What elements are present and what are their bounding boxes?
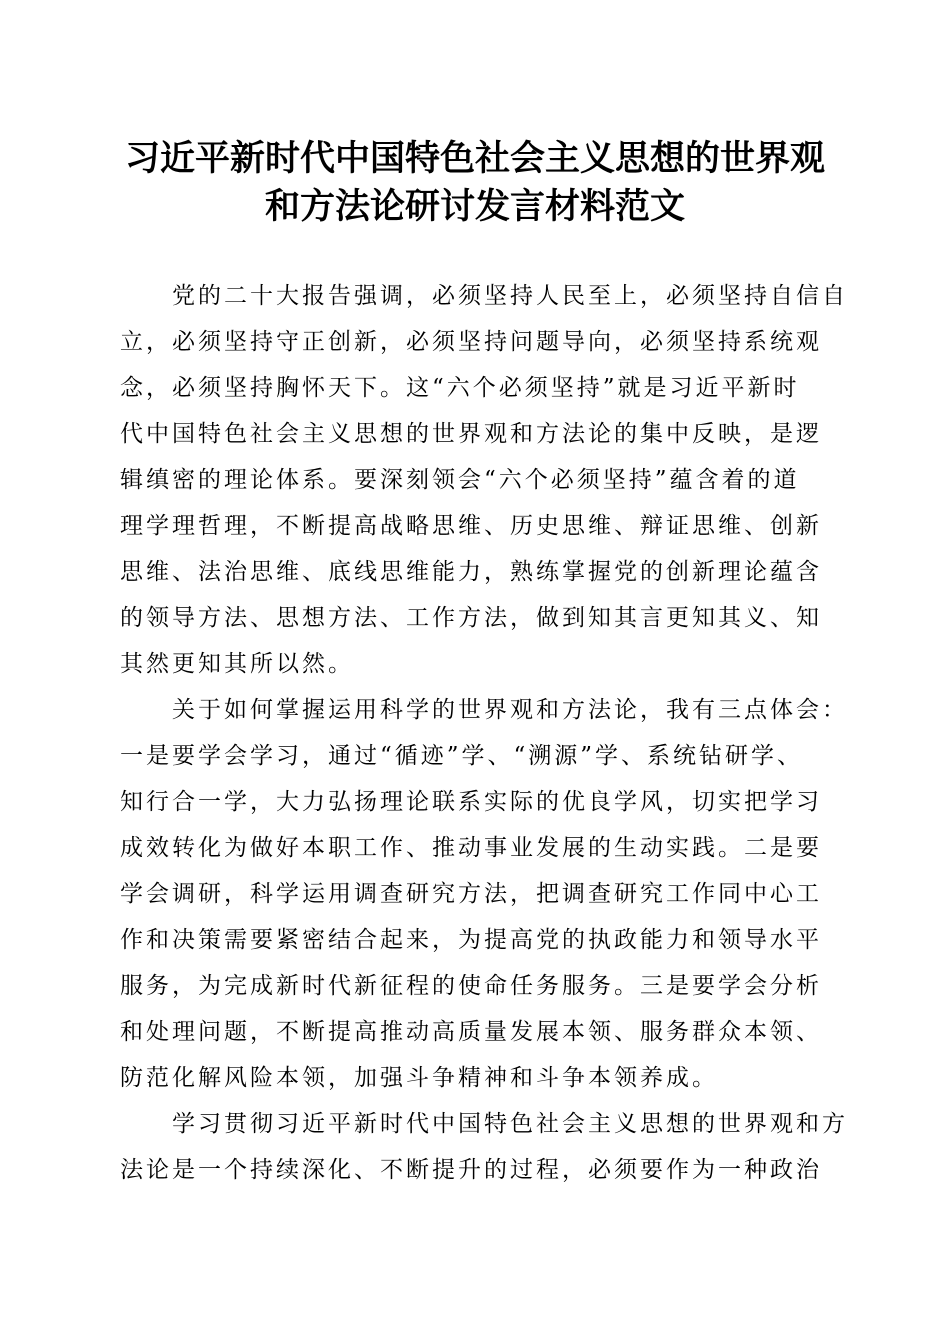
text-line: 成效转化为做好本职工作、推动事业发展的生动实践。二是要 bbox=[120, 835, 822, 861]
document-body bbox=[120, 273, 848, 1193]
text-line: 理学理哲理，不断提高战略思维、历史思维、辩证思维、创新 bbox=[120, 513, 822, 539]
text-line: 作和决策需要紧密结合起来，为提高党的执政能力和领导水平 bbox=[120, 927, 822, 953]
text-line: 关于如何掌握运用科学的世界观和方法论，我有三点体会： bbox=[120, 697, 848, 723]
text-line: 和处理问题，不断提高推动高质量发展本领、服务群众本领、 bbox=[120, 1019, 822, 1045]
text-line: 学会调研，科学运用调查研究方法，把调查研究工作同中心工 bbox=[120, 881, 822, 907]
title-line: 习近平新时代中国特色社会主义思想的世界观 bbox=[124, 138, 825, 179]
text-line: 防范化解风险本领，加强斗争精神和斗争本领养成。 bbox=[120, 1065, 718, 1091]
paragraph-1 bbox=[120, 273, 848, 687]
text-line: 知行合一学，大力弘扬理论联系实际的优良学风，切实把学习 bbox=[120, 789, 822, 815]
text-line: 立，必须坚持守正创新，必须坚持问题导向，必须坚持系统观 bbox=[120, 329, 822, 355]
text-line: 法论是一个持续深化、不断提升的过程，必须要作为一种政治 bbox=[120, 1157, 822, 1183]
text-line: 念，必须坚持胸怀天下。这“六个必须坚持”就是习近平新时 bbox=[120, 375, 800, 401]
text-line: 的领导方法、思想方法、工作方法，做到知其言更知其义、知 bbox=[120, 605, 822, 631]
paragraph-3 bbox=[120, 1101, 848, 1193]
text-line: 代中国特色社会主义思想的世界观和方法论的集中反映，是逻 bbox=[120, 421, 822, 447]
text-line: 党的二十大报告强调，必须坚持人民至上，必须坚持自信自 bbox=[120, 283, 848, 309]
document-title bbox=[110, 135, 840, 231]
title-line: 和方法论研讨发言材料范文 bbox=[264, 186, 685, 227]
text-line: 其然更知其所以然。 bbox=[120, 651, 354, 677]
text-line: 服务，为完成新时代新征程的使命任务服务。三是要学会分析 bbox=[120, 973, 822, 999]
paragraph-2 bbox=[120, 687, 848, 1101]
text-line: 一是要学会学习，通过“循迹”学、“溯源”学、系统钻研学、 bbox=[120, 743, 804, 769]
text-line: 学习贯彻习近平新时代中国特色社会主义思想的世界观和方 bbox=[120, 1111, 848, 1137]
text-line: 辑缜密的理论体系。要深刻领会“六个必须坚持”蕴含着的道 bbox=[120, 467, 800, 493]
text-line: 思维、法治思维、底线思维能力，熟练掌握党的创新理论蕴含 bbox=[120, 559, 822, 585]
